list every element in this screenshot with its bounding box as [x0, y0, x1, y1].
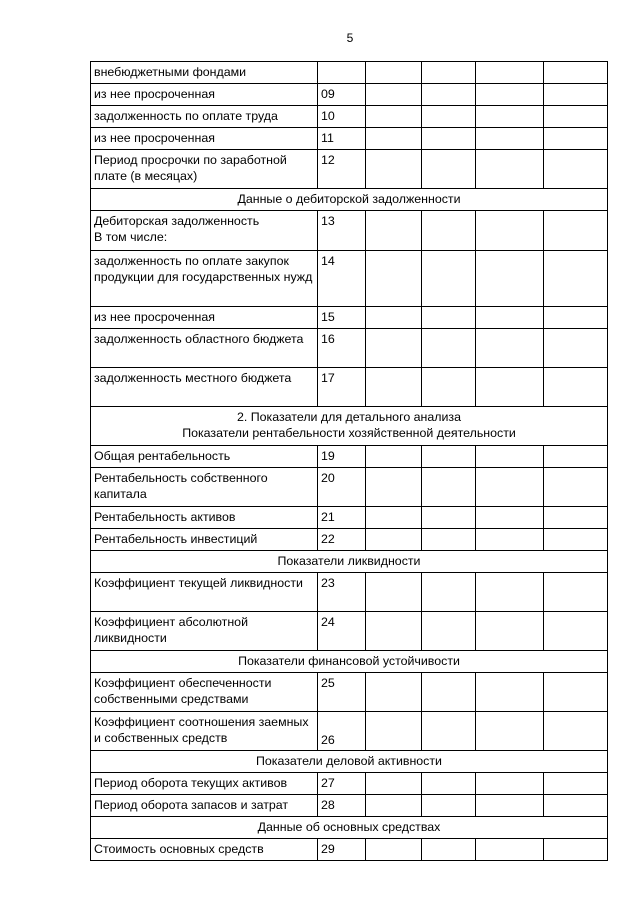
- value-cell: [544, 839, 608, 861]
- value-cell: [544, 507, 608, 529]
- row-code: 12: [318, 150, 366, 189]
- value-cell: [476, 307, 544, 329]
- row-code: 13: [318, 211, 366, 251]
- section-header-row: [91, 651, 608, 673]
- value-cell: [422, 773, 476, 795]
- value-cell: [476, 712, 544, 751]
- table-row: [91, 62, 608, 84]
- section-title-line: Данные об основных средствах: [257, 820, 441, 834]
- table-row: [91, 839, 608, 861]
- indicator-name: из нее просроченная: [91, 307, 318, 329]
- section-title-line: 2. Показатели для детального анализа: [236, 410, 462, 424]
- row-code: 19: [318, 446, 366, 468]
- value-cell: [544, 612, 608, 651]
- value-cell: [476, 573, 544, 612]
- value-cell: [422, 150, 476, 189]
- section-header-row: [91, 817, 608, 839]
- indicator-name: Стоимость основных средств: [91, 839, 318, 861]
- table-row: [91, 128, 608, 150]
- value-cell: [366, 84, 422, 106]
- table-row: [91, 573, 608, 612]
- indicator-name: задолженность по оплате труда: [91, 106, 318, 128]
- table-row: [91, 673, 608, 712]
- indicator-name: Дебиторская задолженность В том числе:: [91, 211, 318, 251]
- value-cell: [544, 84, 608, 106]
- section-title-line: Показатели рентабельности хозяйственной деятельности: [182, 426, 516, 440]
- value-cell: [476, 673, 544, 712]
- value-cell: [422, 712, 476, 751]
- table-row: [91, 468, 608, 507]
- value-cell: [476, 529, 544, 551]
- value-cell: [422, 673, 476, 712]
- value-cell: [422, 612, 476, 651]
- value-cell: [366, 128, 422, 150]
- value-cell: [366, 150, 422, 189]
- row-code: 23: [318, 573, 366, 612]
- value-cell: [544, 150, 608, 189]
- row-code: 25: [318, 673, 366, 712]
- value-cell: [366, 307, 422, 329]
- table-row: [91, 329, 608, 368]
- value-cell: [476, 106, 544, 128]
- value-cell: [366, 612, 422, 651]
- value-cell: [476, 329, 544, 368]
- value-cell: [366, 529, 422, 551]
- indicator-name: Рентабельность собственного капитала: [91, 468, 318, 507]
- section-title: [91, 817, 608, 839]
- value-cell: [366, 368, 422, 407]
- section-title-line: Показатели финансовой устойчивости: [238, 654, 460, 668]
- indicator-name: Рентабельность инвестиций: [91, 529, 318, 551]
- value-cell: [422, 128, 476, 150]
- financial-indicators-table: [90, 61, 608, 861]
- value-cell: [366, 106, 422, 128]
- value-cell: [544, 307, 608, 329]
- value-cell: [422, 211, 476, 251]
- indicator-name: задолженность областного бюджета: [91, 329, 318, 368]
- value-cell: [544, 529, 608, 551]
- table-row: [91, 211, 608, 251]
- row-code: 29: [318, 839, 366, 861]
- table-row: [91, 795, 608, 817]
- value-cell: [422, 795, 476, 817]
- value-cell: [544, 368, 608, 407]
- value-cell: [476, 128, 544, 150]
- table-body: [91, 62, 608, 861]
- value-cell: [476, 839, 544, 861]
- indicator-name: Период оборота текущих активов: [91, 773, 318, 795]
- table-row: [91, 446, 608, 468]
- indicator-name: задолженность местного бюджета: [91, 368, 318, 407]
- value-cell: [476, 84, 544, 106]
- value-cell: [422, 468, 476, 507]
- value-cell: [422, 329, 476, 368]
- value-cell: [544, 62, 608, 84]
- row-code: 21: [318, 507, 366, 529]
- value-cell: [422, 251, 476, 307]
- value-cell: [366, 507, 422, 529]
- section-title: [91, 189, 608, 211]
- value-cell: [366, 446, 422, 468]
- value-cell: [366, 468, 422, 507]
- row-code: 24: [318, 612, 366, 651]
- indicator-name: из нее просроченная: [91, 128, 318, 150]
- row-code: 14: [318, 251, 366, 307]
- section-header-row: [91, 189, 608, 211]
- value-cell: [422, 839, 476, 861]
- value-cell: [544, 211, 608, 251]
- value-cell: [366, 211, 422, 251]
- indicator-name: Коэффициент соотношения заемных и собственных средств: [91, 712, 318, 751]
- table-row: [91, 612, 608, 651]
- value-cell: [366, 62, 422, 84]
- value-cell: [476, 773, 544, 795]
- section-header-row: [91, 551, 608, 573]
- value-cell: [544, 468, 608, 507]
- value-cell: [476, 612, 544, 651]
- row-code: 09: [318, 84, 366, 106]
- section-header-row: [91, 751, 608, 773]
- table-row: [91, 773, 608, 795]
- section-title: [91, 407, 608, 446]
- value-cell: [422, 62, 476, 84]
- value-cell: [366, 795, 422, 817]
- page-number: 5: [346, 31, 354, 45]
- table-row: [91, 507, 608, 529]
- row-code: 26: [318, 712, 366, 751]
- table-row: [91, 84, 608, 106]
- row-code: 28: [318, 795, 366, 817]
- value-cell: [366, 573, 422, 612]
- value-cell: [366, 251, 422, 307]
- value-cell: [366, 329, 422, 368]
- value-cell: [476, 468, 544, 507]
- value-cell: [544, 673, 608, 712]
- value-cell: [476, 211, 544, 251]
- indicator-name: Рентабельность активов: [91, 507, 318, 529]
- value-cell: [422, 573, 476, 612]
- row-code: 22: [318, 529, 366, 551]
- table-row: [91, 712, 608, 751]
- indicator-name: Коэффициент обеспеченности собственными средствами: [91, 673, 318, 712]
- value-cell: [544, 795, 608, 817]
- row-code: [318, 62, 366, 84]
- value-cell: [476, 507, 544, 529]
- indicator-name: Период просрочки по заработной плате (в месяцах): [91, 150, 318, 189]
- row-code: 17: [318, 368, 366, 407]
- indicator-name: Общая рентабельность: [91, 446, 318, 468]
- value-cell: [544, 128, 608, 150]
- section-title-line: Показатели ликвидности: [277, 554, 421, 568]
- row-code: 10: [318, 106, 366, 128]
- value-cell: [544, 251, 608, 307]
- indicator-name: Коэффициент абсолютной ликвидности: [91, 612, 318, 651]
- value-cell: [476, 62, 544, 84]
- row-code: 16: [318, 329, 366, 368]
- value-cell: [422, 106, 476, 128]
- value-cell: [544, 573, 608, 612]
- value-cell: [422, 84, 476, 106]
- value-cell: [544, 106, 608, 128]
- value-cell: [422, 529, 476, 551]
- section-header-row: [91, 407, 608, 446]
- table-row: [91, 150, 608, 189]
- indicator-name: Коэффициент текущей ликвидности: [91, 573, 318, 612]
- value-cell: [422, 368, 476, 407]
- section-title-line: Показатели деловой активности: [256, 754, 442, 768]
- section-title-line: Данные о дебиторской задолженности: [237, 192, 461, 206]
- value-cell: [422, 307, 476, 329]
- value-cell: [476, 150, 544, 189]
- value-cell: [544, 446, 608, 468]
- row-code: 15: [318, 307, 366, 329]
- table-row: [91, 251, 608, 307]
- indicator-name: внебюджетными фондами: [91, 62, 318, 84]
- value-cell: [366, 712, 422, 751]
- indicator-name: из нее просроченная: [91, 84, 318, 106]
- value-cell: [366, 773, 422, 795]
- table-row: [91, 307, 608, 329]
- value-cell: [422, 446, 476, 468]
- value-cell: [476, 368, 544, 407]
- section-title: [91, 751, 608, 773]
- value-cell: [366, 839, 422, 861]
- row-code: 20: [318, 468, 366, 507]
- table-row: [91, 368, 608, 407]
- row-code: 11: [318, 128, 366, 150]
- table-row: [91, 529, 608, 551]
- value-cell: [544, 712, 608, 751]
- value-cell: [544, 329, 608, 368]
- table-row: [91, 106, 608, 128]
- indicator-name: задолженность по оплате закупок продукции для государственных нужд: [91, 251, 318, 307]
- value-cell: [476, 251, 544, 307]
- value-cell: [544, 773, 608, 795]
- section-title: [91, 651, 608, 673]
- indicator-name: Период оборота запасов и затрат: [91, 795, 318, 817]
- value-cell: [422, 507, 476, 529]
- value-cell: [476, 795, 544, 817]
- row-code: 27: [318, 773, 366, 795]
- value-cell: [366, 673, 422, 712]
- value-cell: [476, 446, 544, 468]
- section-title: [91, 551, 608, 573]
